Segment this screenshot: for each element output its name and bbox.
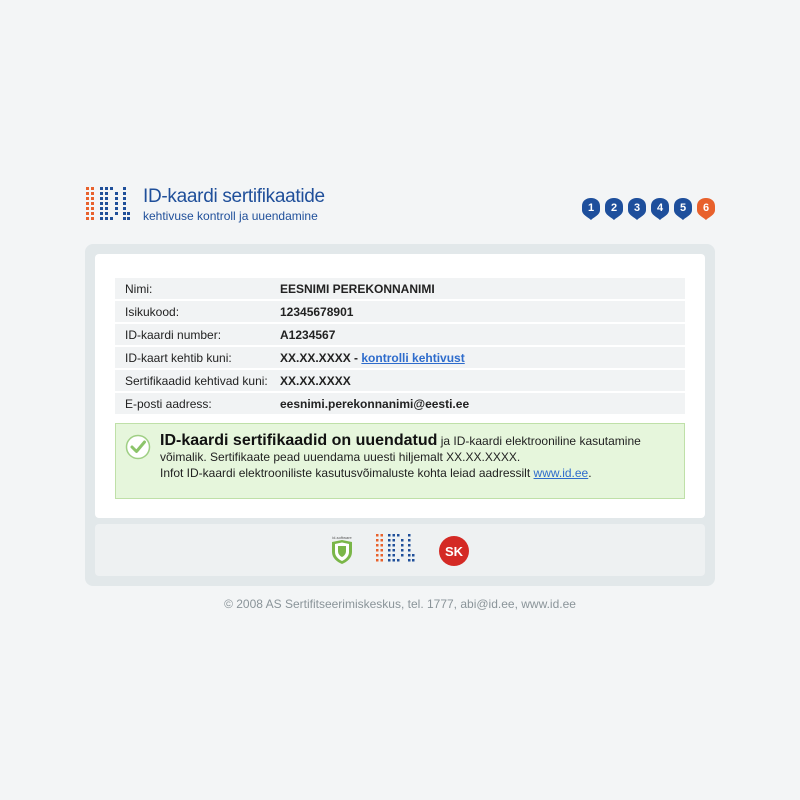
message-text [160,433,675,481]
message-info: Infot ID-kaardi elektrooniliste kasutusvõimaluste kohta leiad aadressilt [160,466,534,480]
info-value-cell [280,393,685,414]
info-table [115,276,685,416]
success-message [115,423,685,499]
info-label: Nimi: [115,278,280,299]
info-row [115,278,685,299]
header [85,186,715,226]
info-row [115,324,685,345]
info-row [115,393,685,414]
info-value: eesnimi.perekonnanimi@eesti.ee [280,396,470,411]
step-label: 1 [587,202,595,214]
info-row [115,347,685,368]
site-subtitle: kehtivuse kontroll ja uuendamine [143,209,318,223]
sk-logo-icon [438,535,470,567]
step-1[interactable] [582,198,600,220]
step-5[interactable] [674,198,692,220]
info-row [115,301,685,322]
step-4[interactable] [651,198,669,220]
main-panel [85,244,715,586]
sk-logo-text: SK [444,544,464,559]
step-label: 5 [679,202,687,214]
message-headline: ID-kaardi sertifikaadid on uuendatud [160,432,438,449]
id-software-logo-icon [329,534,355,566]
copyright: © 2008 AS Sertifitseerimiskeskus, tel. 1777, abi@id.ee, www.id.ee [224,597,576,611]
step-3[interactable] [628,198,646,220]
info-label: Sertifikaadid kehtivad kuni: [115,370,280,391]
check-validity-link[interactable]: kontrolli kehtivust [361,350,465,365]
logo [85,186,325,224]
checkmark-icon [125,434,151,460]
footer-logos [95,524,705,576]
info-value-cell [280,370,685,391]
info-label: Isikukood: [115,301,280,322]
content-card [95,254,705,518]
info-value: XX.XX.XXXX [280,350,351,365]
step-6[interactable] [697,198,715,220]
info-separator: - [350,350,362,365]
id-ee-link[interactable]: www.id.ee [533,466,589,480]
info-value-cell [280,301,685,322]
id-card-logo-small-icon [375,533,417,567]
message-end: . [588,466,592,480]
step-label: 3 [633,202,641,214]
site-title: ID-kaardi sertifikaatide [143,186,325,207]
id-card-logo-icon [85,186,131,224]
info-value-cell [280,278,685,299]
info-value-cell [280,324,685,345]
info-label: E-posti aadress: [115,393,280,414]
step-indicator [577,198,715,220]
info-value-cell [280,347,685,368]
info-label: ID-kaart kehtib kuni: [115,347,280,368]
step-label: 2 [610,202,618,214]
info-value: XX.XX.XXXX [280,373,351,388]
message-body: ja ID-kaardi elektrooniline kasutamine võimalik. Sertifikaate pead uuendama uuesti hiljemalt XX.XX.XXXX. [160,434,641,464]
info-value: 12345678901 [280,304,354,319]
info-value: A1234567 [280,327,336,342]
info-label: ID-kaardi number: [115,324,280,345]
info-row [115,370,685,391]
step-label: 6 [702,202,710,214]
step-label: 4 [656,202,664,214]
step-2[interactable] [605,198,623,220]
svg-text:id-software: id-software [332,535,352,540]
info-value: EESNIMI PEREKONNANIMI [280,281,435,296]
